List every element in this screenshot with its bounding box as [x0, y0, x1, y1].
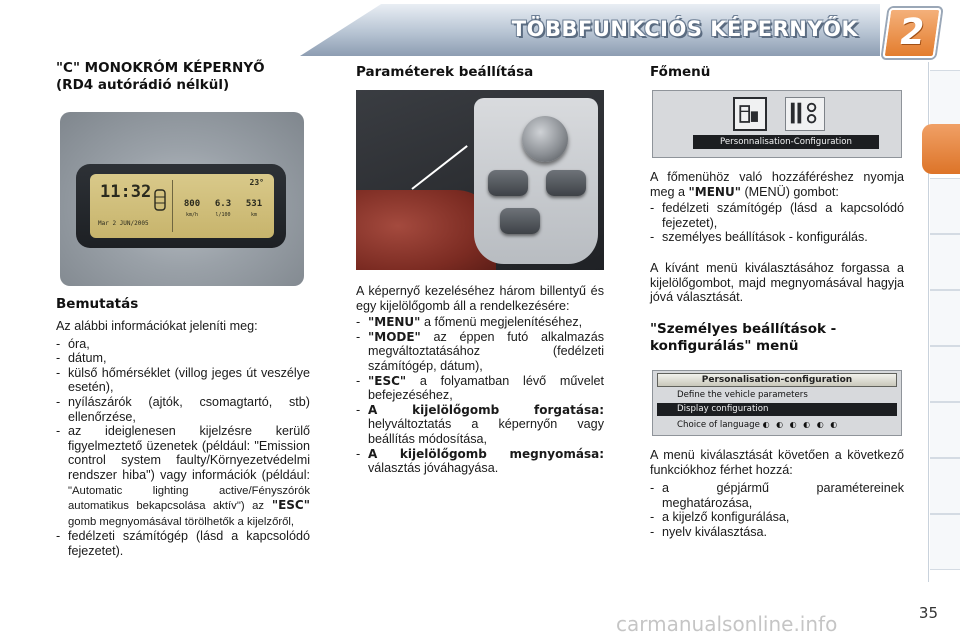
personal-settings-text: [650, 448, 904, 540]
list-item: - nyelv kiválasztása.: [650, 525, 904, 540]
list-item: [356, 374, 604, 403]
section-title-presentation: Bemutatás: [56, 296, 139, 312]
side-tab-5[interactable]: [930, 290, 960, 346]
keyword-menu: "MENU": [688, 184, 741, 199]
list-item: - személyes beállítások - konfigurálás.: [650, 230, 904, 245]
presentation-section: [56, 296, 310, 559]
side-tab-1[interactable]: [930, 70, 960, 126]
monochrome-screen: [90, 174, 274, 238]
presentation-intro: Az alábbi információkat jeleníti meg:: [56, 319, 258, 333]
keyword-menu: "MENU": [368, 315, 421, 330]
personalisation-title: Personalisation-configuration: [657, 373, 897, 387]
side-tab-9[interactable]: [930, 514, 960, 570]
dashboard-display-photo: [60, 112, 304, 286]
selector-knob: [522, 116, 568, 162]
personal-settings-para: A menü kiválasztását követően a következő funkciókhoz férhet hozzá:: [650, 448, 904, 477]
item-text: a főmenü megjelenítéséhez,: [423, 315, 583, 330]
item-text-small: gomb megnyomásával törölhetők a kijelzőről,: [68, 515, 295, 528]
list-item: - a gépjármű paramétereinek meghatározása,: [650, 481, 904, 510]
main-menu-screen: [652, 90, 902, 158]
title-line-2: (RD4 autórádió nélkül): [56, 77, 230, 93]
section-title-monochrome: [56, 60, 310, 94]
keys-list: [356, 315, 604, 476]
flag-icons: ◐ ◐ ◐ ◐ ◐ ◐: [762, 420, 840, 429]
parameters-intro: A képernyő kezeléséhez három billentyű és egy kijelölőgomb áll a rendelkezésére:: [356, 284, 604, 313]
list-item: - fedélzeti számítógép (lásd a kapcsolódó fejezetet).: [56, 529, 310, 558]
console-buttons-photo: [356, 90, 604, 270]
item-text: a folyamatban lévő művelet befejezéséhez,: [368, 373, 605, 403]
main-menu-text: [650, 170, 904, 355]
esc-key-photo: [500, 208, 540, 234]
menu-key-photo: [488, 170, 528, 196]
trip-cell: 531 km: [245, 199, 263, 218]
keyword-press: A kijelölőgomb megnyomása:: [368, 446, 604, 461]
menu-row: Define the vehicle parameters: [677, 390, 808, 400]
parameters-text: [356, 284, 604, 476]
trip-computer-icon: [733, 97, 767, 131]
main-menu-list: [650, 201, 904, 245]
title-line-1: "C" MONOKRÓM KÉPERNYŐ: [56, 60, 265, 76]
watermark: carmanualsonline.info: [616, 612, 838, 636]
display-date: Mar 2 JUN/2005: [98, 220, 149, 227]
page-number: 35: [918, 604, 938, 622]
keyword-esc: "ESC": [271, 498, 310, 513]
list-item: - fedélzeti számítógép (lásd a kapcsolódó fejezetet),: [650, 201, 904, 230]
trip-cell: 6.3 l/100: [214, 199, 232, 218]
list-item: [356, 315, 604, 330]
side-tab-7[interactable]: [930, 402, 960, 458]
column-parameters: [356, 64, 604, 81]
item-text-small: "Automatic lighting active/Fényszórók automatikus bekapcsolása aktív") az: [68, 484, 310, 513]
item-text: az éppen futó alkalmazás megváltoztatásához (fedélzeti számítógép, dátum),: [368, 329, 604, 373]
menu-row-selected: Display configuration: [657, 403, 897, 416]
list-item: - óra,: [56, 337, 310, 352]
title-line-2: konfigurálás" menü: [650, 337, 799, 354]
intro-text: A főmenühöz való hozzáféréshez nyomja meg a: [650, 170, 904, 199]
side-tab-4[interactable]: [930, 234, 960, 290]
menu-row: [657, 418, 897, 431]
keyword-rotate: A kijelölőgomb forgatása:: [368, 402, 604, 417]
menu-selected-item: Personnalisation-Configuration: [693, 135, 879, 149]
item-text: helyváltoztatás a képernyőn vagy beállítás módosítása,: [368, 417, 604, 446]
section-title-main-menu: Főmenü: [650, 64, 711, 80]
list-item: [56, 424, 310, 529]
personal-settings-list: [650, 481, 904, 539]
page-title: TÖBBFUNKCIÓS KÉPERNYŐK: [511, 17, 859, 41]
column-main-menu: [650, 64, 904, 81]
keyword-mode: "MODE": [368, 329, 421, 344]
display-time: 11:32: [100, 182, 152, 202]
main-menu-intro: [650, 170, 904, 199]
item-text: az ideiglenesen kijelzésre kerülő figyelmeztető üzenetek (például: "Emission control system faulty/Környezetvédelmi rendszer hiba") vagy információk (például:: [68, 424, 310, 482]
language-choice-label: Choice of language: [677, 420, 760, 430]
list-item: - a kijelző konfigurálása,: [650, 510, 904, 525]
section-title-parameters: Paraméterek beállítása: [356, 64, 534, 80]
chapter-badge: 2: [882, 8, 941, 58]
side-tab-8[interactable]: [930, 458, 960, 514]
list-item: [356, 447, 604, 476]
trip-computer-cells: [178, 196, 268, 226]
item-text: választás jóváhagyása.: [368, 461, 499, 476]
list-item: [356, 330, 604, 374]
display-temperature: 23°: [249, 178, 264, 187]
car-doors-icon: [152, 188, 168, 212]
presentation-list: [56, 337, 310, 559]
side-tab-6[interactable]: [930, 346, 960, 402]
personalisation-screen: [652, 370, 902, 436]
side-tab-3[interactable]: [930, 178, 960, 234]
list-item: - nyílászárók (ajtók, csomagtartó, stb) ellenőrzése,: [56, 395, 310, 424]
main-menu-para: A kívánt menü kiválasztásához forgassa a kijelölőgombot, majd megnyomásával hagyja jóvá választását.: [650, 260, 904, 305]
intro-text: (MENÜ) gombot:: [744, 184, 839, 199]
list-item: - külső hőmérséklet (villog jeges út veszélye esetén),: [56, 366, 310, 395]
column-monochrome-display: [56, 60, 310, 94]
list-item: [356, 403, 604, 447]
list-item: - dátum,: [56, 351, 310, 366]
settings-icon: [785, 97, 825, 131]
display-divider: [172, 180, 173, 232]
title-line-1: "Személyes beállítások -: [650, 320, 837, 337]
mode-key-photo: [546, 170, 586, 196]
section-title-personal-settings: [650, 321, 904, 355]
side-tab-2-active[interactable]: [922, 124, 960, 174]
keyword-esc: "ESC": [368, 373, 407, 388]
trip-cell: 800 km/h: [183, 199, 201, 218]
